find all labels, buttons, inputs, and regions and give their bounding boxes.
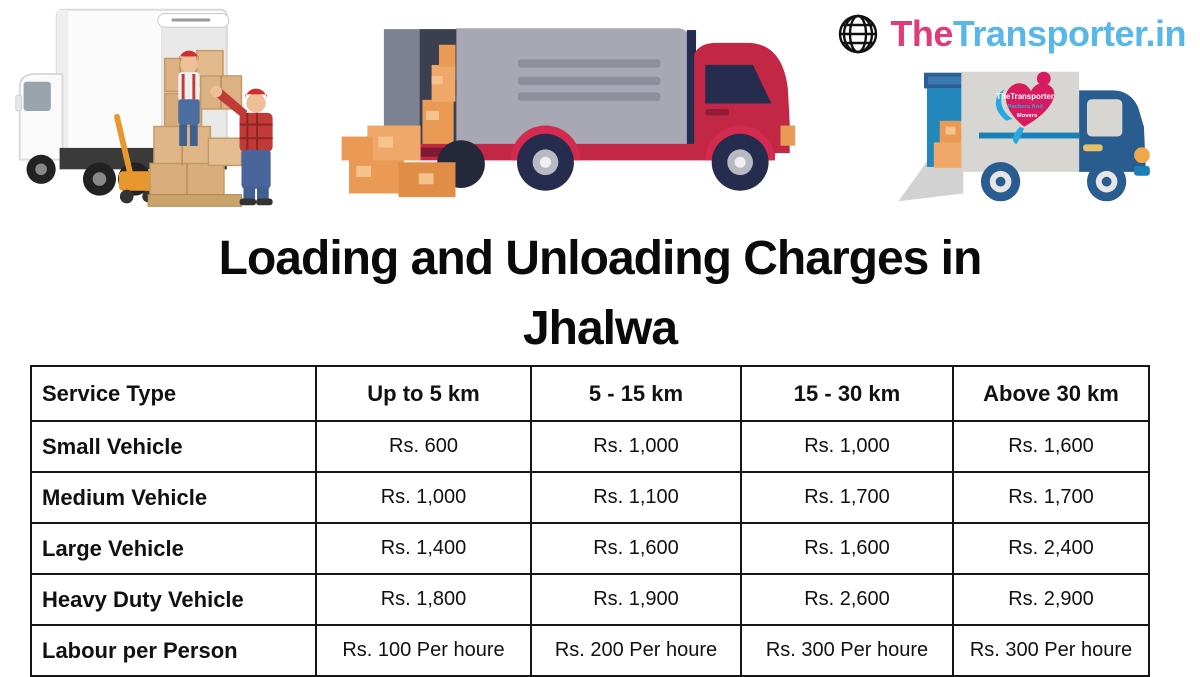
brand-name [890, 13, 1186, 55]
charges-table [30, 365, 1150, 677]
table-row-small-vehicle [31, 421, 1149, 472]
page-title [0, 224, 1200, 364]
table-row-heavy-duty-vehicle [31, 574, 1149, 625]
price-cell: Rs. 1,600 [531, 523, 741, 574]
price-cell: Rs. 1,000 [316, 472, 531, 523]
service-cell: Medium Vehicle [31, 472, 316, 523]
service-cell: Labour per Person [31, 625, 316, 676]
movers-truck-graphic [6, 2, 298, 216]
red-truck-graphic [303, 8, 821, 210]
price-cell: Rs. 1,000 [531, 421, 741, 472]
price-cell: Rs. 1,800 [316, 574, 531, 625]
table-row-large-vehicle [31, 523, 1149, 574]
price-cell: Rs. 1,400 [316, 523, 531, 574]
page-title-line1: Loading and Unloading Charges in [218, 232, 982, 285]
price-cell: Rs. 200 Per houre [531, 625, 741, 676]
red-cargo-truck-illustration [303, 8, 821, 210]
price-cell: Rs. 600 [316, 421, 531, 472]
truck-logo-line2: Packers And [1007, 104, 1043, 111]
brand-prefix: The [890, 13, 953, 54]
table-row-medium-vehicle [31, 472, 1149, 523]
col-header-service-type: Service Type [31, 366, 316, 421]
truck-logo-line3: Movers [1016, 112, 1038, 119]
branded-delivery-truck-illustration [893, 56, 1171, 218]
price-cell: Rs. 1,600 [953, 421, 1149, 472]
col-header-5-15km: 5 - 15 km [531, 366, 741, 421]
col-header-above-30km: Above 30 km [953, 366, 1149, 421]
branded-truck-graphic [893, 56, 1171, 218]
table-row-labour-per-person [31, 625, 1149, 676]
price-cell: Rs. 2,400 [953, 523, 1149, 574]
brand-lockup [836, 12, 1186, 56]
price-cell: Rs. 1,000 [741, 421, 953, 472]
service-cell: Small Vehicle [31, 421, 316, 472]
col-header-up-to-5km: Up to 5 km [316, 366, 531, 421]
truck-logo-line1: TheTransporter [996, 92, 1054, 102]
price-cell: Rs. 300 Per houre [953, 625, 1149, 676]
page-title-line2: Jhalwa [522, 302, 678, 355]
globe-icon [836, 12, 880, 56]
price-cell: Rs. 100 Per houre [316, 625, 531, 676]
price-cell: Rs. 2,600 [741, 574, 953, 625]
price-cell: Rs. 1,900 [531, 574, 741, 625]
col-header-15-30km: 15 - 30 km [741, 366, 953, 421]
price-cell: Rs. 1,700 [953, 472, 1149, 523]
service-cell: Heavy Duty Vehicle [31, 574, 316, 625]
price-cell: Rs. 2,900 [953, 574, 1149, 625]
price-cell: Rs. 1,600 [741, 523, 953, 574]
price-cell: Rs. 1,700 [741, 472, 953, 523]
service-cell: Large Vehicle [31, 523, 316, 574]
brand-suffix: Transporter.in [952, 13, 1186, 54]
table-header-row [31, 366, 1149, 421]
movers-loading-truck-illustration [6, 2, 298, 216]
price-cell: Rs. 1,100 [531, 472, 741, 523]
price-cell: Rs. 300 Per houre [741, 625, 953, 676]
